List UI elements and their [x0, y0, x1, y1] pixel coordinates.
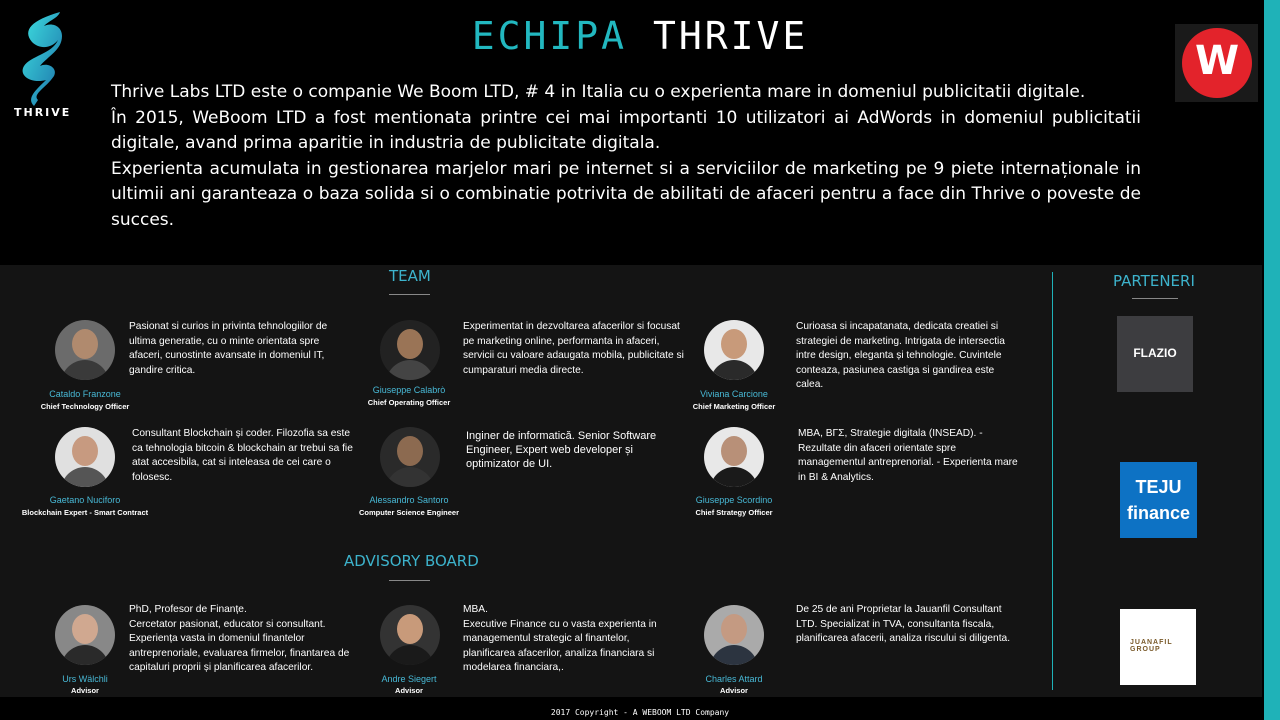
advisor-desc: De 25 de ani Proprietar la Jauanfil Consultant LTD. Specializat in TVA, consultanta fiscala, planificarea afacerii, analiza riscului si diligenta. — [796, 604, 1011, 644]
member-desc: Pasionat si curios in privinta tehnologiilor de ultima generatie, cu o minte orientata spre afaceri, cunostinte avansate in domeniul IT, gandire critica. — [129, 321, 328, 376]
advisor-name: Charles Attard — [705, 674, 763, 684]
advisor-role: Advisor — [395, 686, 423, 695]
page-title — [0, 14, 1280, 58]
teju-label-2: finance — [1126, 503, 1191, 523]
advisor-desc: MBA. Executive Finance cu o vasta experienta in managementul strategic al finantelor, planificarea afacerilor, analiza financiara si modelarea financiara,. — [463, 604, 657, 673]
member-desc: Experimentat in dezvoltarea afacerilor si focusat pe marketing online, performanta in afaceri, servicii cu valoare adaugata mobila, publicitate si cumparaturi media directe. — [463, 321, 684, 376]
advisor-desc: PhD, Profesor de Finanțe. Cercetator pasionat, educator si consultant. Experiența vasta in domeniul finantelor antreprenoriale, evaluarea firmelor, finantarea de capitaluri proprii și planificarea afacerilor. — [129, 604, 350, 673]
avatar — [380, 320, 440, 380]
partner-juanafil-logo — [1120, 609, 1196, 685]
member-name: Alessandro Santoro — [369, 495, 449, 505]
partner-flazio-logo — [1117, 316, 1193, 392]
avatar — [55, 605, 115, 665]
member-desc: Inginer de informatică. Senior Software Engineer, Expert web developer și optimizator de UI. — [466, 430, 657, 470]
member-name: Cataldo Franzone — [49, 389, 121, 399]
weboom-logo-letter: W — [1194, 38, 1240, 84]
member-role: Chief Operating Officer — [367, 398, 451, 407]
advisor-role: Advisor — [71, 686, 99, 695]
member-name: Gaetano Nuciforo — [49, 495, 121, 505]
advisor-role: Advisor — [720, 686, 748, 695]
title-part2: THRIVE — [652, 14, 809, 58]
avatar — [704, 427, 764, 487]
avatar — [380, 605, 440, 665]
member-role: Chief Technology Officer — [40, 402, 130, 411]
member-desc: MBA, ΒΓΣ, Strategie digitala (INSEAD). - Rezultate din afaceri orientate spre managementul antreprenorial. - Experienta mare in BI & Analytics. — [798, 428, 1018, 483]
partners-title-underline — [1132, 298, 1178, 299]
flazio-label: FLAZIO — [1133, 346, 1177, 360]
advisor-name: Andre Siegert — [381, 674, 437, 684]
avatar — [704, 605, 764, 665]
member-name: Giuseppe Scordino — [695, 495, 773, 505]
divider — [1052, 272, 1053, 690]
team-title-underline — [389, 294, 430, 295]
advisory-title-underline — [389, 580, 430, 581]
avatar — [380, 427, 440, 487]
avatar — [704, 320, 764, 380]
member-role: Chief Marketing Officer — [692, 402, 776, 411]
partner-teju-logo — [1120, 462, 1197, 538]
member-desc: Consultant Blockchain și coder. Filozofia sa este ca tehnologia bitcoin & blockchain ar trebui sa fie atat accesibila, cat si inteleasa de cei care o folosesc. — [132, 428, 353, 483]
intro-paragraph: În 2015, WeBoom LTD a fost mentionata printre cei mai importanti 10 utilizatori ai AdWords in domeniul publicitatii digitale, avand prima aparitie in industria de publicitate digitala. — [111, 107, 1141, 154]
member-role: Chief Strategy Officer — [695, 508, 773, 517]
advisor-name: Urs Wälchli — [62, 674, 108, 684]
avatar — [55, 427, 115, 487]
title-part1: ECHIPA — [471, 14, 628, 58]
avatar — [55, 320, 115, 380]
member-desc: Curioasa si incapatanata, dedicata creatiei si strategiei de marketing. Intrigata de intersectia intre design, eleganta și tehnologie. Cuvintele conteaza, pasiunea castiga si gandirea este calea. — [796, 321, 1005, 390]
intro-paragraph: Thrive Labs LTD este o companie We Boom LTD, # 4 in Italia cu o experienta mare in domeniul publicitatii digitale. — [111, 82, 1086, 102]
footer-copyright: 2017 Copyright - A WEBOOM LTD Company — [550, 708, 730, 717]
member-role: Computer Science Engineer — [358, 508, 460, 517]
logo-text: THRIVE — [14, 106, 72, 119]
advisory-title: ADVISORY BOARD — [344, 552, 479, 570]
member-name: Viviana Carcione — [700, 389, 768, 399]
partners-title: PARTENERI — [1113, 272, 1195, 290]
team-title: TEAM — [389, 267, 431, 285]
intro-paragraph: Experienta acumulata in gestionarea marjelor mari pe internet si a serviciilor de marketing pe 9 piete internaționale in ultimii ani garanteaza o baza solida si o combinatie potrivita de abilitati de afaceri pentru a face din Thrive o poveste de succes. — [111, 158, 1141, 230]
intro-text — [111, 80, 1141, 234]
weboom-logo — [1175, 24, 1258, 102]
juanafil-label: JUANAFIL GROUP — [1130, 639, 1173, 653]
accent-strip — [1264, 0, 1280, 720]
teju-label: TEJU — [1135, 477, 1182, 497]
member-name: Giuseppe Calabrò — [372, 385, 446, 395]
member-role: Blockchain Expert - Smart Contract — [21, 508, 149, 517]
